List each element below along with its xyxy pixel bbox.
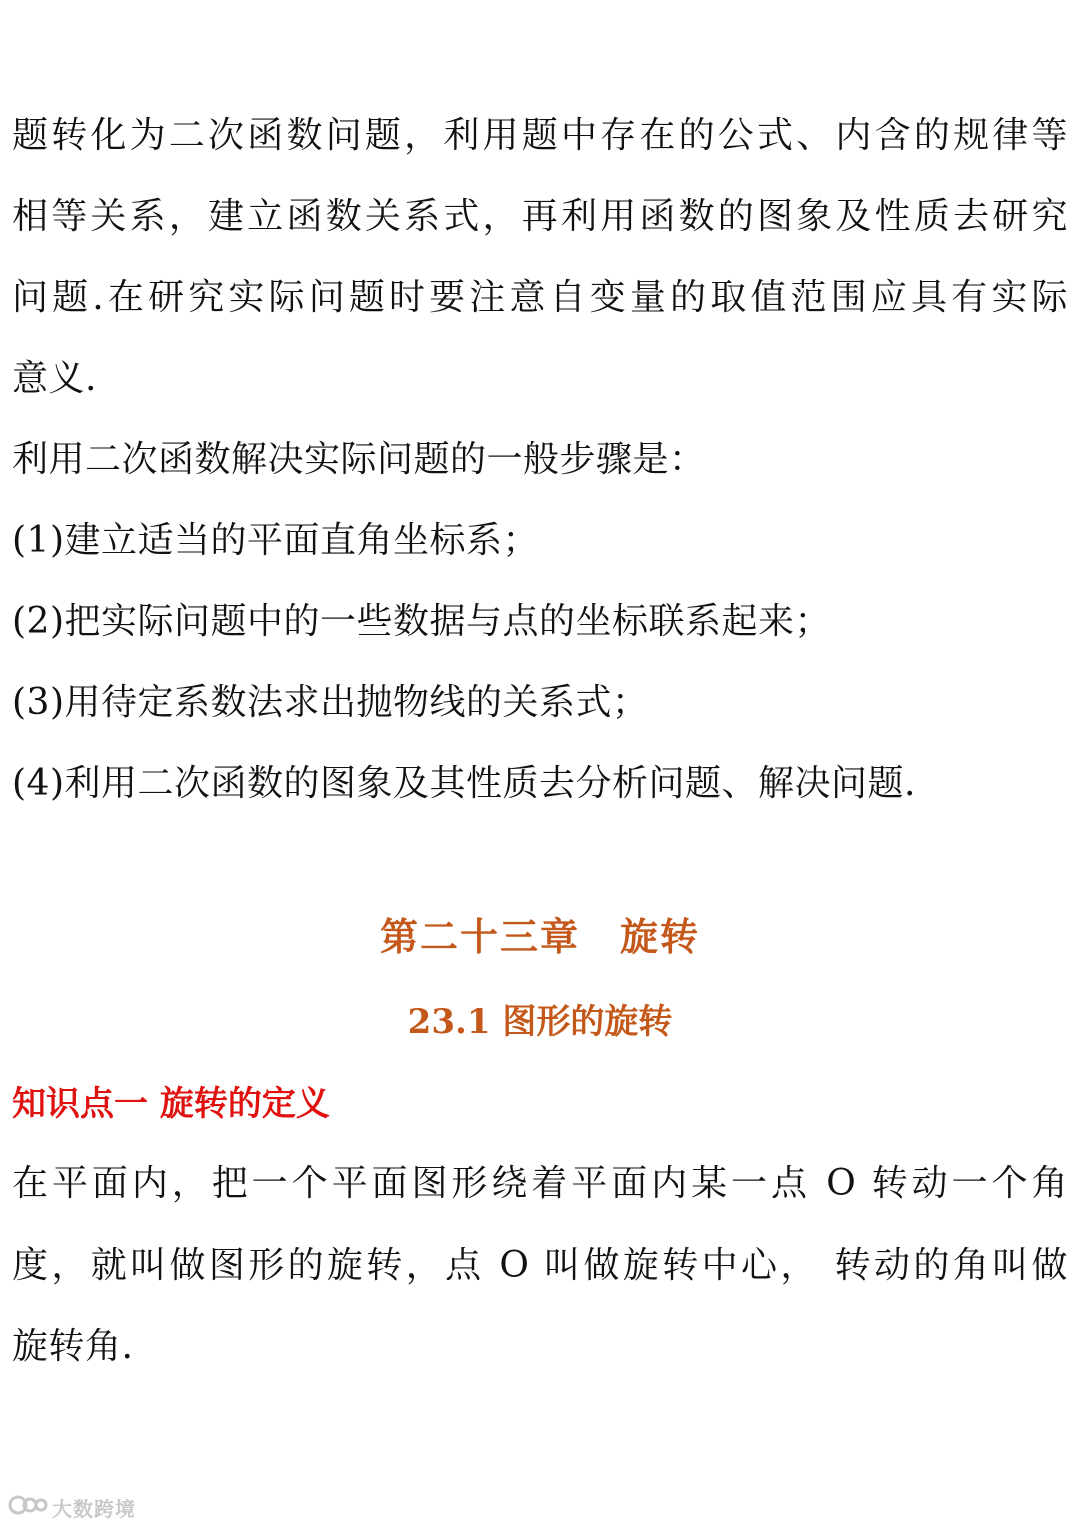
paragraph-line: 题转化为二次函数问题，利用题中存在的公式、内含的规律等 bbox=[12, 115, 1068, 156]
steps-intro: 利用二次函数解决实际问题的一般步骤是： bbox=[12, 439, 706, 480]
watermark-logo-icon bbox=[8, 1492, 48, 1522]
paragraph-line: 问题.在研究实际问题时要注意自变量的取值范围应具有实际 bbox=[12, 277, 1068, 318]
step-item: (4)利用二次函数的图象及其性质去分析问题、解决问题. bbox=[12, 763, 916, 804]
watermark bbox=[8, 1492, 136, 1522]
definition-line: 旋转角. bbox=[12, 1326, 134, 1367]
paragraph-line: 相等关系，建立函数关系式，再利用函数的图象及性质去研究 bbox=[12, 196, 1068, 237]
section-title: 23.1 图形的旋转 bbox=[407, 1002, 673, 1042]
step-item: (3)用待定系数法求出抛物线的关系式； bbox=[12, 682, 649, 723]
step-item: (2)把实际问题中的一些数据与点的坐标联系起来； bbox=[12, 601, 831, 642]
paragraph-line: 意义. bbox=[12, 358, 97, 399]
chapter-title: 第二十三章 旋转 bbox=[379, 914, 700, 959]
step-item: (1)建立适当的平面直角坐标系； bbox=[12, 520, 539, 561]
watermark-text: 大数跨境 bbox=[52, 1496, 136, 1521]
definition-line: 度，就叫做图形的旋转，点 O 叫做旋转中心， 转动的角叫做 bbox=[12, 1245, 1068, 1286]
definition-line: 在平面内，把一个平面图形绕着平面内某一点 O 转动一个角 bbox=[12, 1163, 1068, 1204]
knowledge-point-title: 知识点一 旋转的定义 bbox=[12, 1084, 330, 1124]
